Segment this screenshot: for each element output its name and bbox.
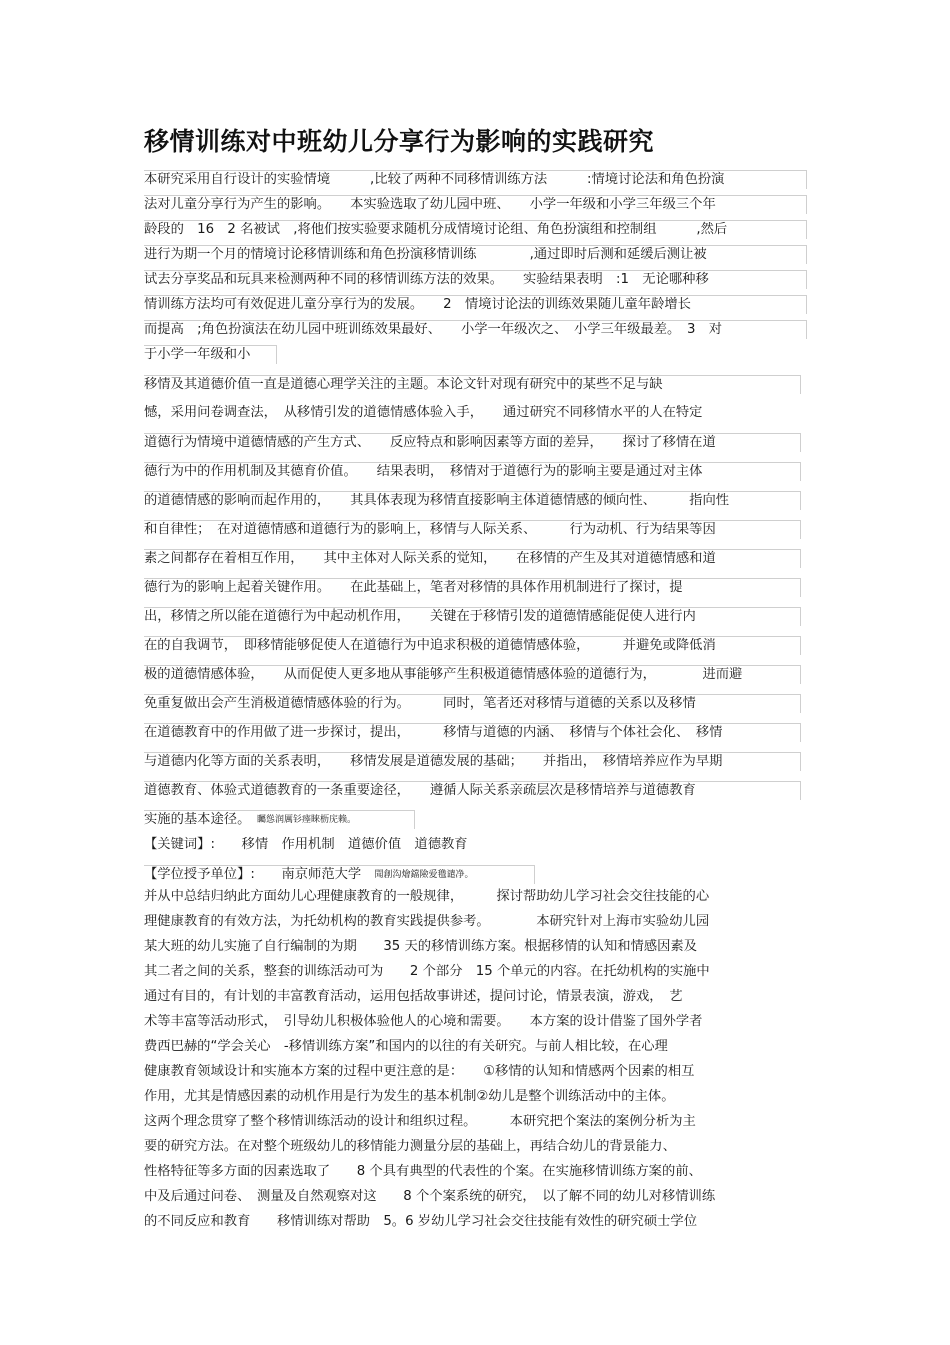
body-line: 其二者之间的关系，整套的训练活动可为 2 个部分 15 个单元的内容。在托幼机构的实施中 xyxy=(144,964,710,979)
abstract2-line xyxy=(144,810,415,829)
body-line: 作用，尤其是情感因素的动机作用是行为发生的基本机制②幼儿是整个训练活动中的主体。 xyxy=(144,1089,675,1104)
degree-unit-text: 【学位授予单位】: 南京师范大学 xyxy=(144,867,362,882)
document-title: 移情训练对中班幼儿分享行为影响的实践研究 xyxy=(144,127,655,156)
noise-text: 聞創沟燴鐺險爱氇谴净。 xyxy=(374,870,474,880)
body-line: 某大班的幼儿实施了自行编制的为期 35 天的移情训练方案。根据移情的认知和情感因素及 xyxy=(144,939,698,954)
body-line: 并从中总结归纳此方面幼儿心理健康教育的一般规律， 探讨帮助幼儿学习社会交往技能的心 xyxy=(144,889,710,904)
abstract2-last-text: 实施的基本途径。 xyxy=(144,812,244,827)
abstract1-line: 情训练方法均可有效促进儿童分享行为的发展。 2 情境讨论法的训练效果随儿童年龄增长 xyxy=(144,295,807,314)
abstract2-line: 在的自我调节， 即移情能够促使人在道德行为中追求积极的道德情感体验， 并避免或降低消 xyxy=(144,636,801,655)
abstract1-line: 而提高 ;角色扮演法在幼儿园中班训练效果最好、 小学一年级次之、 小学三年级最差。 3 对 xyxy=(144,320,807,339)
abstract1-line: 于小学一年级和小 xyxy=(144,345,277,364)
abstract1-line: 本研究采用自行设计的实验情境 ,比较了两种不同移情训练方法 :情境讨论法和角色扮演 xyxy=(144,170,807,189)
body-line: 中及后通过问卷、 测量及自然观察对这 8 个个案系统的研究， 以了解不同的幼儿对移情训练 xyxy=(144,1189,716,1204)
abstract2-line: 素之间都存在着相互作用， 其中主体对人际关系的觉知， 在移情的产生及其对道德情感和道 xyxy=(144,549,801,568)
abstract2-line: 极的道德情感体验， 从而促使人更多地从事能够产生积极道德情感体验的道德行为， 进而避 xyxy=(144,665,801,684)
body-line: 的不同反应和教育 移情训练对帮助 5。6 岁幼儿学习社会交往技能有效性的研究硕士学位 xyxy=(144,1214,698,1229)
body-line: 健康教育领域设计和实施本方案的过程中更注意的是： ①移情的认知和情感两个因素的相互 xyxy=(144,1064,695,1079)
keywords: 【关键词】: 移情 作用机制 道德价值 道德教育 xyxy=(144,837,468,852)
abstract1-line: 进行为期一个月的情境讨论移情训练和角色扮演移情训练 ,通过即时后测和延缓后测让被 xyxy=(144,245,807,264)
abstract1-line: 法对儿童分享行为产生的影响。 本实验选取了幼儿园中班、 小学一年级和小学三年级三个年 xyxy=(144,195,807,214)
body-line: 性格特征等多方面的因素选取了 8 个具有典型的代表性的个案。在实施移情训练方案的前、 xyxy=(144,1164,702,1179)
abstract1-line: 试去分享奖品和玩具来检测两种不同的移情训练方法的效果。 实验结果表明 :1 无论哪种移 xyxy=(144,270,807,289)
abstract2-line: 道德行为情境中道德情感的产生方式、 反应特点和影响因素等方面的差异， 探讨了移情在道 xyxy=(144,433,801,452)
abstract2-line: 德行为中的作用机制及其德育价值。 结果表明， 移情对于道德行为的影响主要是通过对主体 xyxy=(144,462,801,481)
abstract2-line: 德行为的影响上起着关键作用。 在此基础上，笔者对移情的具体作用机制进行了探讨，提 xyxy=(144,578,801,597)
abstract2-line: 与道德内化等方面的关系表明， 移情发展是道德发展的基础； 并指出， 移情培养应作为早期 xyxy=(144,752,801,771)
abstract2-line: 的道德情感的影响而起作用的， 其具体表现为移情直接影响主体道德情感的倾向性、 指向性 xyxy=(144,491,801,510)
body-line: 这两个理念贯穿了整个移情训练活动的设计和组织过程。 本研究把个案法的案例分析为主 xyxy=(144,1114,696,1129)
body-line: 费西巴赫的“学会关心 -移情训练方案”和国内的以往的有关研究。与前人相比较，在心理 xyxy=(144,1039,668,1054)
abstract2-line: 移情及其道德价值一直是道德心理学关注的主题。本论文针对现有研究中的某些不足与缺 xyxy=(144,375,801,394)
abstract2-line: 憾，采用问卷调查法， 从移情引发的道德情感体验入手， 通过研究不同移情水平的人在特定 xyxy=(144,405,703,420)
abstract2-line: 在道德教育中的作用做了进一步探讨，提出， 移情与道德的内涵、 移情与个体社会化、 移情 xyxy=(144,723,801,742)
abstract1-line: 龄段的 16 2 名被试 ,将他们按实验要求随机分成情境讨论组、角色扮演组和控制组 ,然后 xyxy=(144,220,807,239)
abstract2-line: 道德教育、体验式道德教育的一条重要途径， 遵循人际关系亲疏层次是移情培养与道德教育 xyxy=(144,781,801,800)
body-line: 要的研究方法。在对整个班级幼儿的移情能力测量分层的基础上，再结合幼儿的背景能力、 xyxy=(144,1139,676,1154)
abstract2-line: 和自律性； 在对道德情感和道德行为的影响上，移情与人际关系、 行为动机、行为结果等因 xyxy=(144,520,801,539)
degree-unit xyxy=(144,865,535,884)
body-line: 术等丰富等活动形式， 引导幼儿积极体验他人的心境和需要。 本方案的设计借鉴了国外学者 xyxy=(144,1014,703,1029)
body-line: 理健康教育的有效方法，为托幼机构的教育实践提供参考。 本研究针对上海市实验幼儿园 xyxy=(144,914,710,929)
noise-text: 矚慫润厲钐瘗睞枥庑赖。 xyxy=(257,815,357,825)
abstract2-line: 免重复做出会产生消极道德情感体验的行为。 同时，笔者还对移情与道德的关系以及移情 xyxy=(144,694,801,713)
abstract2-line: 出，移情之所以能在道德行为中起动机作用， 关键在于移情引发的道德情感能促使人进行内 xyxy=(144,607,801,626)
body-line: 通过有目的，有计划的丰富教育活动，运用包括故事讲述，提问讨论，情景表演，游戏， 艺 xyxy=(144,989,683,1004)
